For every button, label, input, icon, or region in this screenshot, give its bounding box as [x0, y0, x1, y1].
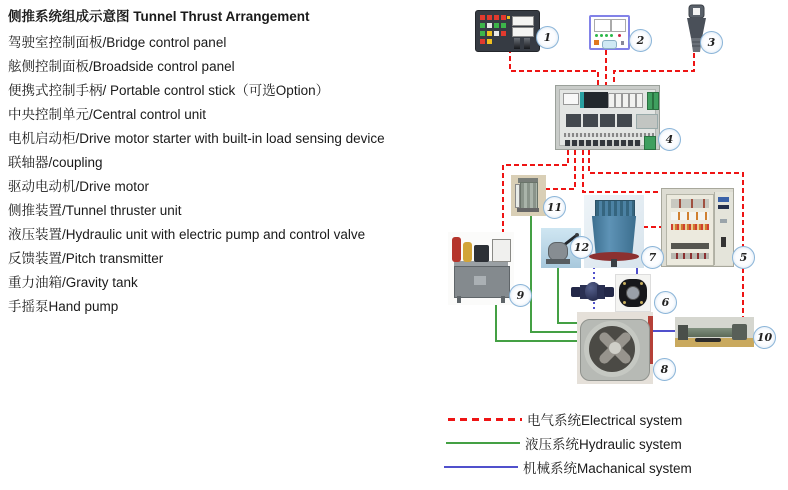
- list-item-gravity-tank: 重力油箱/Gravity tank: [8, 275, 138, 290]
- legend-label: 液压系统Hydraulic system: [525, 437, 682, 452]
- legend-label: 电气系统Electrical system: [527, 413, 683, 428]
- list-item-drive-motor: 驱动电动机/Drive motor: [8, 179, 150, 194]
- broadside-control-panel-photo: [589, 15, 630, 50]
- legend-electrical: [448, 408, 682, 430]
- legend-swatch-electrical: [448, 418, 522, 421]
- drive-motor-photo: [584, 195, 644, 268]
- bridge-control-panel-photo: [475, 10, 540, 52]
- legend-swatch-hydraulic: [446, 442, 520, 444]
- list-item-bridge-panel: 驾驶室控制面板/Bridge control panel: [8, 35, 227, 50]
- hydraulic-unit-photo: [448, 232, 514, 305]
- legend-mechanical: [444, 456, 692, 478]
- list-item-hand-pump: 手摇泵Hand pump: [8, 299, 119, 314]
- badge-8: 8: [653, 358, 676, 381]
- gravity-tank-photo: [511, 175, 546, 216]
- badge-3: 3: [700, 31, 723, 54]
- legend-label: 机械系统Machanical system: [523, 461, 692, 476]
- pitch-transmitter-photo: [675, 317, 754, 347]
- badge-12: 12: [570, 236, 593, 259]
- badge-1: 1: [536, 26, 559, 49]
- badge-9: 9: [509, 284, 532, 307]
- electrical-line: [614, 53, 694, 86]
- coupling-photo: [615, 274, 651, 312]
- list-item-central-unit: 中央控制单元/Central control unit: [8, 107, 207, 122]
- badge-5: 5: [732, 246, 755, 269]
- badge-6: 6: [654, 291, 677, 314]
- list-item-pitch-transmitter: 反馈装置/Pitch transmitter: [8, 251, 164, 266]
- page-title: 侧推系统组成示意图 Tunnel Thrust Arrangement: [8, 9, 310, 24]
- badge-2: 2: [629, 29, 652, 52]
- badge-10: 10: [753, 326, 776, 349]
- badge-4: 4: [658, 128, 681, 151]
- list-item-thruster-unit: 侧推装置/Tunnel thruster unit: [8, 203, 182, 218]
- legend-swatch-mechanical: [444, 466, 518, 468]
- list-item-hydraulic-unit: 液压装置/Hydraulic unit with electric pump and control valve: [8, 227, 366, 242]
- shaft-coupling-photo: [571, 279, 614, 304]
- central-control-unit-photo: [555, 85, 660, 150]
- legend-hydraulic: [446, 432, 682, 454]
- list-item-motor-starter: 电机启动柜/Drive motor starter with built-in load sensing device: [8, 131, 385, 146]
- electrical-line: [544, 150, 575, 189]
- list-item-broadside-panel: 舷侧控制面板/Broadside control panel: [8, 59, 235, 74]
- tunnel-thruster-photo: [577, 312, 653, 384]
- list-item-portable-stick: 便携式控制手柄/ Portable control stick（可选Option）: [8, 83, 330, 98]
- badge-11: 11: [543, 196, 566, 219]
- electrical-line: [583, 150, 662, 192]
- badge-7: 7: [641, 246, 664, 269]
- electrical-line: [510, 48, 598, 86]
- drive-motor-starter-photo: [661, 188, 734, 267]
- list-item-coupling: 联轴器/coupling: [8, 155, 103, 170]
